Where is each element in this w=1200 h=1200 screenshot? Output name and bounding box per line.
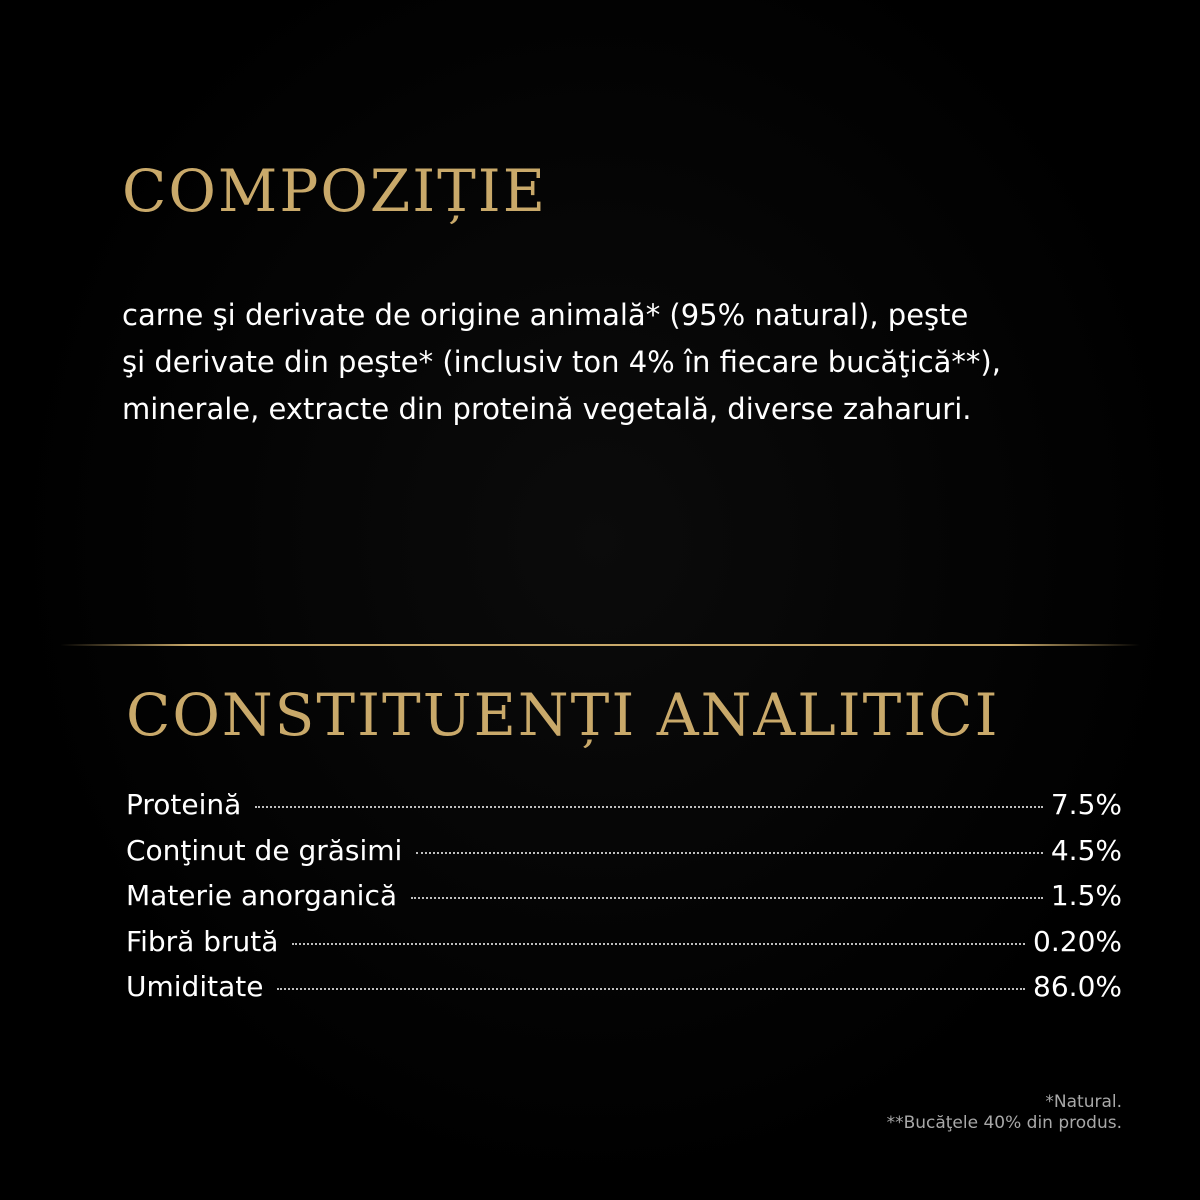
constituent-label: Conţinut de grăsimi — [126, 833, 403, 867]
composition-heading: COMPOZIȚIE — [122, 157, 548, 225]
constituent-label: Fibră brută — [126, 924, 279, 958]
footnote: *Natural. — [1045, 1092, 1122, 1112]
constituent-value: 1.5% — [1050, 879, 1122, 912]
footnote: **Bucăţele 40% din produs. — [886, 1113, 1122, 1133]
composition-line: minerale, extracte din proteină vegetală, diverse zaharuri. — [122, 392, 972, 426]
constituent-row-moisture — [126, 970, 1122, 1016]
dot-leader — [411, 897, 1043, 899]
constituent-label: Materie anorganică — [126, 879, 398, 912]
constituent-label: Umiditate — [126, 970, 264, 1003]
constituent-row-fibre — [126, 925, 1122, 971]
dot-leader — [255, 806, 1043, 808]
constituent-value: 4.5% — [1050, 833, 1122, 867]
composition-line: carne şi derivate de origine animală* (95% natural), peşte — [122, 298, 969, 332]
constituent-value: 0.20% — [1033, 924, 1122, 958]
footnotes — [887, 1092, 1122, 1134]
constituent-row-ash — [126, 879, 1122, 925]
constituents-list — [126, 788, 1122, 1016]
dot-leader — [416, 852, 1043, 854]
dot-leader — [277, 988, 1025, 990]
constituent-value: 7.5% — [1050, 788, 1122, 821]
constituent-row-protein — [126, 788, 1122, 834]
composition-text — [122, 292, 1102, 433]
constituent-row-fat — [126, 834, 1122, 880]
analytic-heading: CONSTITUENȚI ANALITICI — [126, 681, 1000, 749]
gold-divider — [60, 644, 1140, 646]
constituent-value: 86.0% — [1033, 970, 1122, 1003]
dot-leader — [292, 943, 1025, 945]
constituent-label: Proteină — [126, 788, 242, 821]
composition-line: şi derivate din peşte* (inclusiv ton 4% în fiecare bucăţică**), — [122, 345, 1001, 379]
